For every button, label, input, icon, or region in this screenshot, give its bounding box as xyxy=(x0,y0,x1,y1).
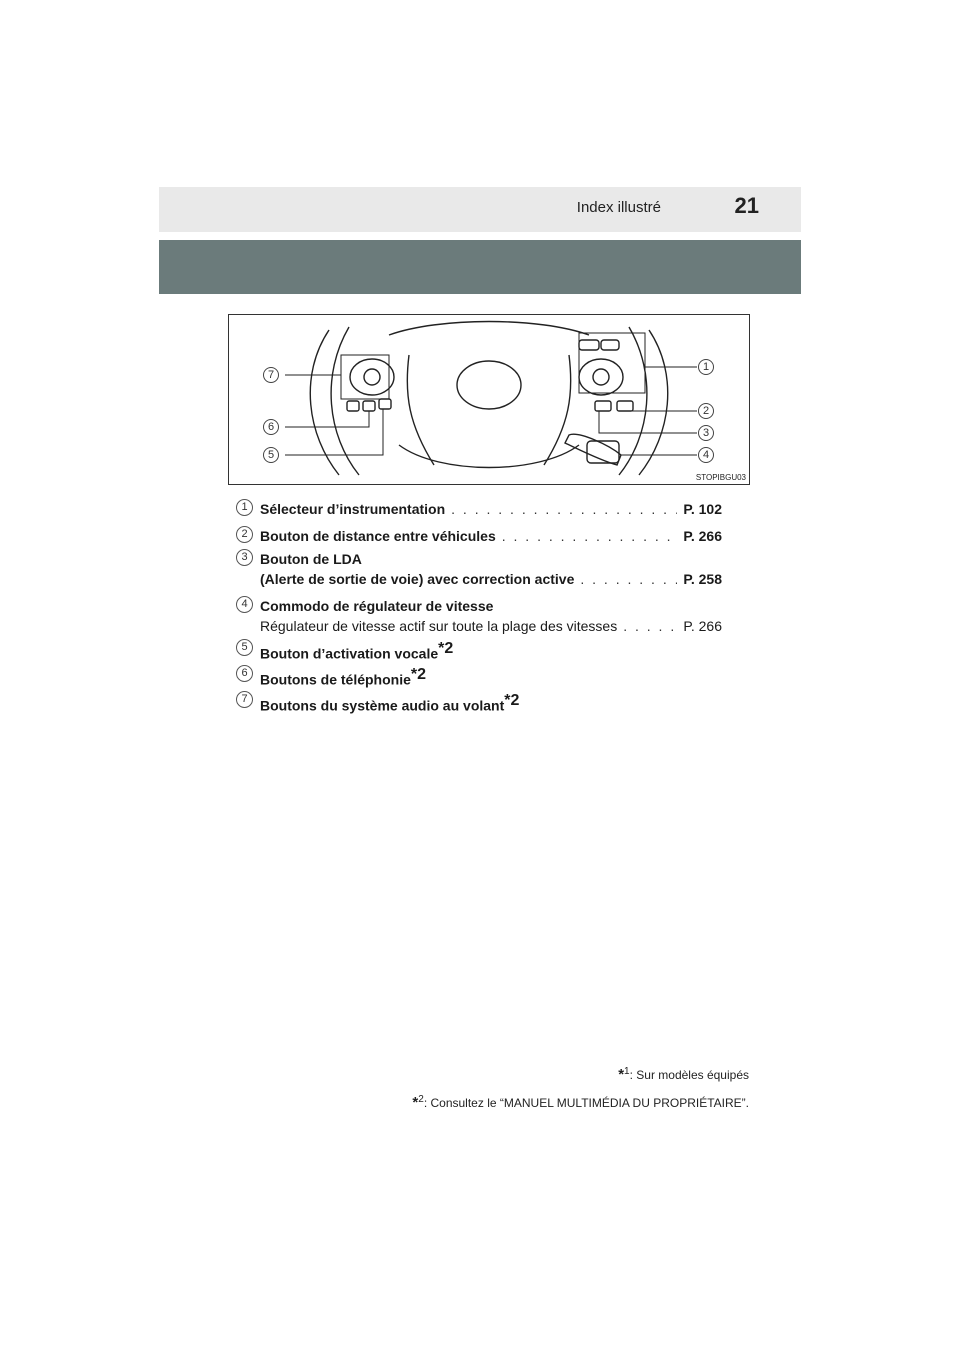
footnote-ref: *2 xyxy=(504,692,520,709)
item-number: 7 xyxy=(236,691,253,708)
footnote-2 xyxy=(412,1094,749,1111)
item-number: 4 xyxy=(236,596,253,613)
callout-6: 6 xyxy=(263,419,279,435)
item-label: Sélecteur d’instrumentation xyxy=(260,501,446,517)
item-page-ref[interactable]: P. 258 xyxy=(683,571,722,587)
callout-1: 1 xyxy=(698,359,714,375)
steering-wheel-drawing xyxy=(229,315,750,485)
steering-wheel-illustration xyxy=(228,314,750,485)
section-title: Index illustré xyxy=(576,199,661,216)
item-label: Bouton d’activation vocale xyxy=(260,645,439,662)
callout-3: 3 xyxy=(698,425,714,441)
callout-4: 4 xyxy=(698,447,714,463)
item-label: Boutons du système audio au volant xyxy=(260,697,505,714)
item-sublabel: Régulateur de vitesse actif sur toute la plage des vitesses xyxy=(260,618,618,634)
footnote-text: : Consultez le “MANUEL MULTIMÉDIA DU PROPRIÉTAIRE”. xyxy=(423,1096,749,1110)
footnote-star: * xyxy=(618,1066,625,1083)
item-label: Bouton de LDA xyxy=(260,551,362,567)
callout-5: 5 xyxy=(263,447,279,463)
page-number: 21 xyxy=(734,193,759,218)
item-page-ref[interactable]: P. 102 xyxy=(683,501,722,517)
footnote-number: 1 xyxy=(624,1066,630,1077)
item-sublabel: (Alerte de sortie de voie) avec correction active xyxy=(260,571,575,587)
item-label: Boutons de téléphonie xyxy=(260,671,411,688)
item-page-ref[interactable]: P. 266 xyxy=(683,528,722,544)
footnote-number: 2 xyxy=(418,1094,424,1105)
item-number: 6 xyxy=(236,665,253,682)
callout-7: 7 xyxy=(263,367,279,383)
footnote-star: * xyxy=(412,1094,419,1111)
callout-2: 2 xyxy=(698,403,714,419)
item-number: 5 xyxy=(236,639,253,656)
footnote-ref: *2 xyxy=(410,666,427,683)
page-header xyxy=(159,187,801,232)
item-page-ref[interactable]: P. 266 xyxy=(683,618,722,634)
item-number: 1 xyxy=(236,499,253,516)
footnote-1 xyxy=(618,1066,749,1083)
item-number: 3 xyxy=(236,549,253,566)
item-number: 2 xyxy=(236,526,253,543)
footnote-ref: *2 xyxy=(438,640,454,657)
figure-code: STOPIBGU03 xyxy=(695,473,746,482)
item-label: Bouton de distance entre véhicules xyxy=(260,528,496,544)
item-label: Commodo de régulateur de vitesse xyxy=(260,598,494,614)
footnote-text: : Sur modèles équipés xyxy=(629,1068,749,1082)
header-banner xyxy=(159,240,801,294)
